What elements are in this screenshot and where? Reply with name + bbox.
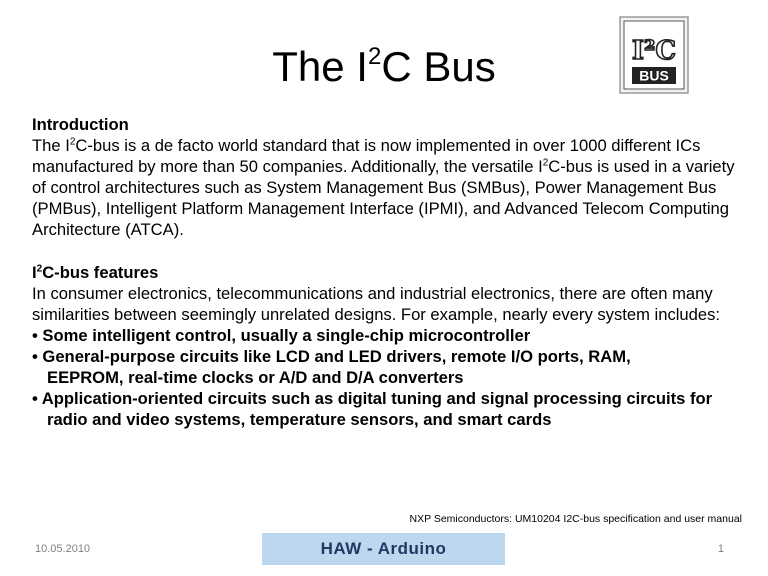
i2c-bus-logo	[619, 16, 689, 94]
source-citation: NXP Semiconductors: UM10204 I2C-bus specification and user manual	[409, 513, 742, 525]
logo-bottom-text: BUS	[639, 67, 669, 84]
logo-top-text: I²C	[631, 36, 677, 66]
footer-label: HAW - Arduino	[262, 533, 505, 565]
bullet-item: • General-purpose circuits like LCD and LED drivers, remote I/O ports, RAM, EEPROM, real-time clocks or A/D and D/A converters	[32, 347, 631, 387]
features-text: In consumer electronics, telecommunications and industrial electronics, there are often many similarities between seemingly unrelated designs. For example, nearly every system includes:	[32, 284, 721, 324]
slide-title: The $I^2C$ Bus	[272, 43, 496, 90]
introduction-heading: Introduction	[32, 115, 129, 134]
features-heading: $I^2C$-bus features	[32, 263, 159, 282]
bullet-item: • Some intelligent control, usually a single-chip microcontroller	[32, 326, 531, 345]
page-number: 1	[717, 543, 724, 555]
slide-body	[32, 114, 744, 430]
footer-date: 10.05.2010	[35, 543, 91, 555]
bullet-item: • Application-oriented circuits such as digital tuning and signal processing circuits for radio and video systems, temperature sensors, and smart cards	[32, 389, 713, 429]
introduction-text: The $I^2C$-bus is a de facto world standard that is now implemented in over 1000 different ICs manufactured by more than 50 companies. Additionally, the versatile $I^2C$-bus is used in a variety of control architectures such as System Management Bus (SMBus), Power Management Bus (PMBus), Intelligent Platform Management Interface (IPMI), and Advanced Telecom Computing Architecture (ATCA).	[32, 136, 735, 239]
